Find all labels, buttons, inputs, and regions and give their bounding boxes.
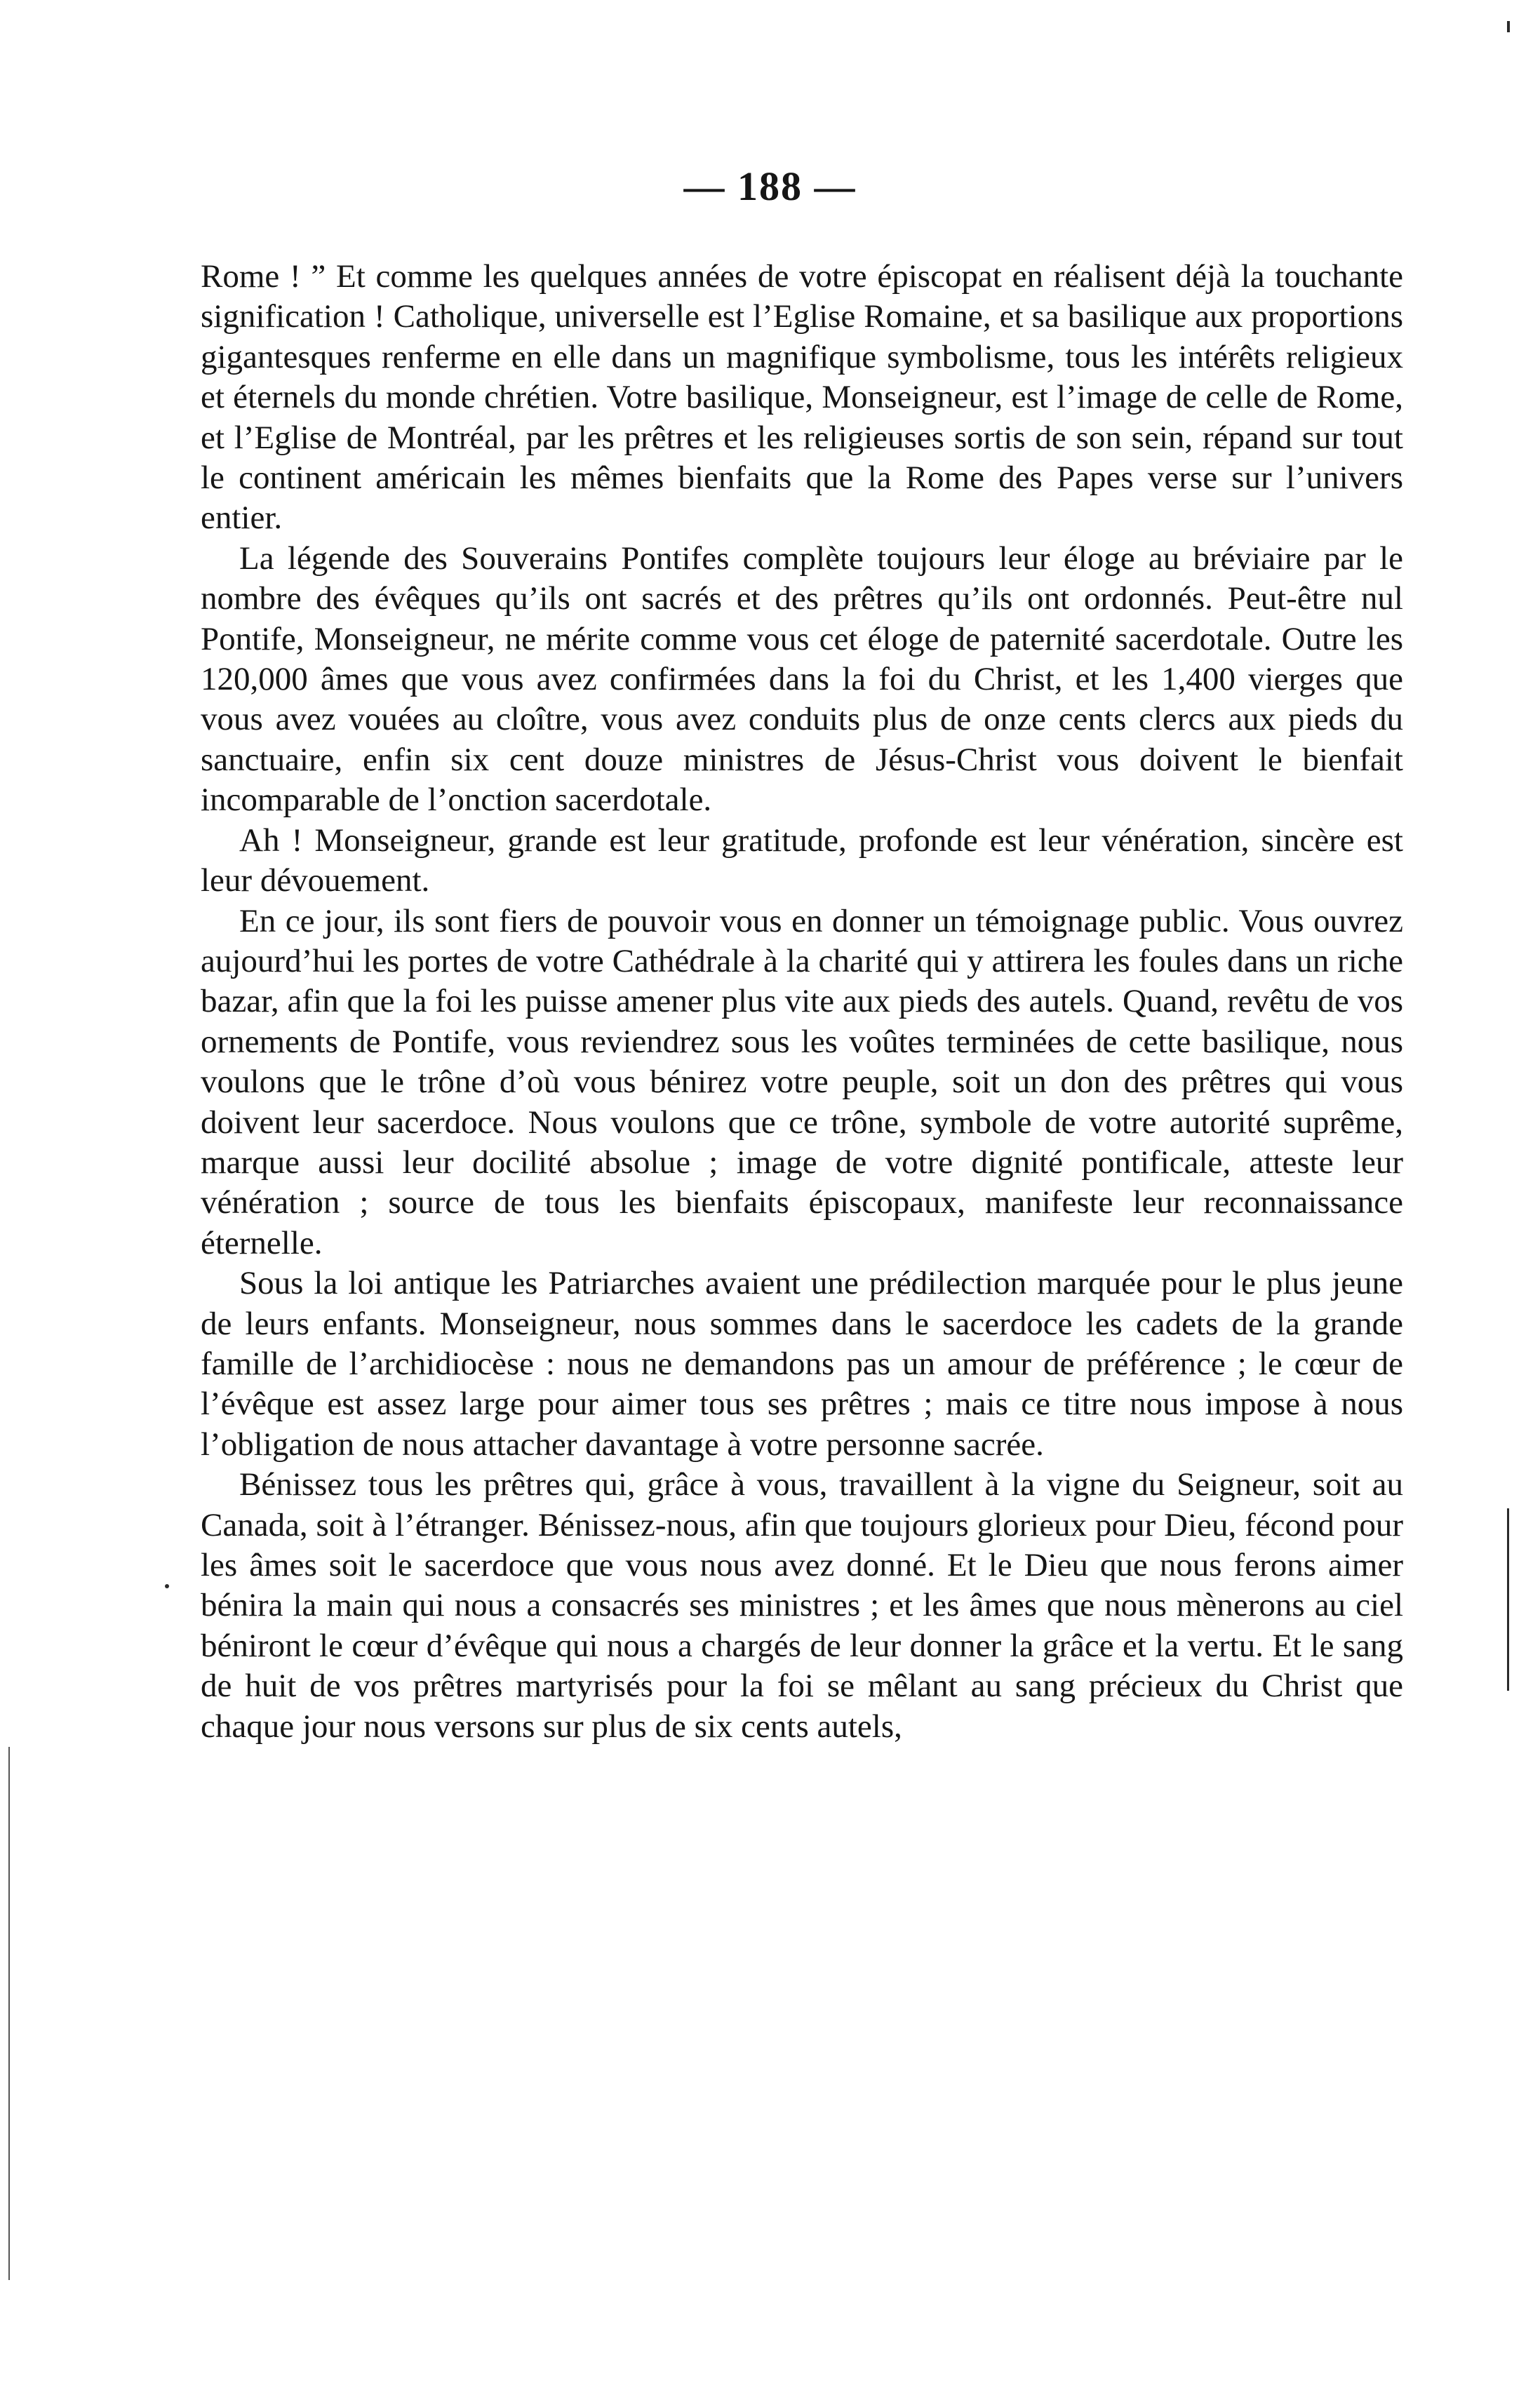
paragraph-2: La légende des Souverains Pontifes complète toujours leur éloge au bréviaire par le nombre des évêques qu’ils ont sacrés et des prêtres qu’ils ont ordonnés. Peut-être nul Pontife, Monseigneur, ne mérite comme vous cet éloge de paternité sacerdotale. Outre les 120,000 âmes que vous avez confirmées dans la foi du Christ, et les 1,400 vierges que vous avez vouées au cloître, vous avez conduits plus de onze cents clercs aux pieds du sanctuaire, enfin six cent douze ministres de Jésus-Christ vous doivent le bienfait incomparable de l’onction sacerdotale. <box>201 539 1403 819</box>
paragraph-4: En ce jour, ils sont fiers de pouvoir vous en donner un témoignage public. Vous ouvrez aujourd’hui les portes de votre Cathédrale à la charité qui y attirera les foules dans un riche bazar, afin que la foi les puisse amener plus vite aux pieds des autels. Quand, revêtu de vos ornements de Pontife, vous reviendrez sous les voûtes terminées de cette basilique, nous voulons que le trône d’où vous bénirez votre peuple, soit un don des prêtres qui vous doivent leur sacerdoce. Nous voulons que ce trône, symbole de votre autorité suprême, marque aussi leur docilité absolue ; image de votre dignité pontificale, atteste leur vénération ; source de tous les bienfaits épiscopaux, manifeste leur reconnaissance éternelle. <box>201 902 1403 1261</box>
scan-edge-mark-right <box>1507 1508 1509 1691</box>
paragraph-3: Ah ! Monseigneur, grande est leur gratitude, profonde est leur vénération, sincère est leur dévouement. <box>201 822 1403 899</box>
scan-edge-mark-left-dot <box>165 1584 169 1588</box>
scan-edge-mark-top <box>1507 21 1510 32</box>
paragraph-5: Sous la loi antique les Patriarches avaient une prédilection marquée pour le plus jeune de leurs enfants. Monseigneur, nous sommes dans le sacerdoce les cadets de la grande famille de l’archidiocèse : nous ne demandons pas un amour de préférence ; le cœur de l’évêque est assez large pour aimer tous ses prêtres ; mais ce titre nous impose à nous l’obligation de nous attacher davantage à votre personne sacrée. <box>201 1265 1403 1463</box>
page-number: — 188 — <box>683 163 857 209</box>
scan-edge-mark-left-line <box>8 1747 10 2280</box>
paragraph-6: Bénissez tous les prêtres qui, grâce à vous, travaillent à la vigne du Seigneur, soit au Canada, soit à l’étranger. Bénissez-nous, afin que toujours glorieux pour Dieu, fécond pour les âmes soit le sacerdoce que vous nous avez donné. Et le Dieu que nous ferons aimer bénira la main qui nous a consacrés ses ministres ; et les âmes que nous mènerons au ciel béniront le cœur d’évêque qui nous a chargés de leur donner la grâce et la vertu. Et le sang de huit de vos prêtres martyrisés pour la foi se mêlant au sang précieux du Christ que chaque jour nous versons sur plus de six cents autels, <box>201 1466 1403 1745</box>
body-text <box>201 257 1403 1747</box>
paragraph-1: Rome ! ” Et comme les quelques années de votre épiscopat en réalisent déjà la touchante signification ! Catholique, universelle est l’Eglise Romaine, et sa basilique aux proportions gigantesques renferme en elle dans un magnifique symbolisme, tous les intérêts religieux et éternels du monde chrétien. Votre basilique, Monseigneur, est l’image de celle de Rome, et l’Eglise de Montréal, par les prêtres et les religieuses sortis de son sein, répand sur tout le continent américain les mêmes bienfaits que la Rome des Papes verse sur l’univers entier. <box>201 258 1403 537</box>
